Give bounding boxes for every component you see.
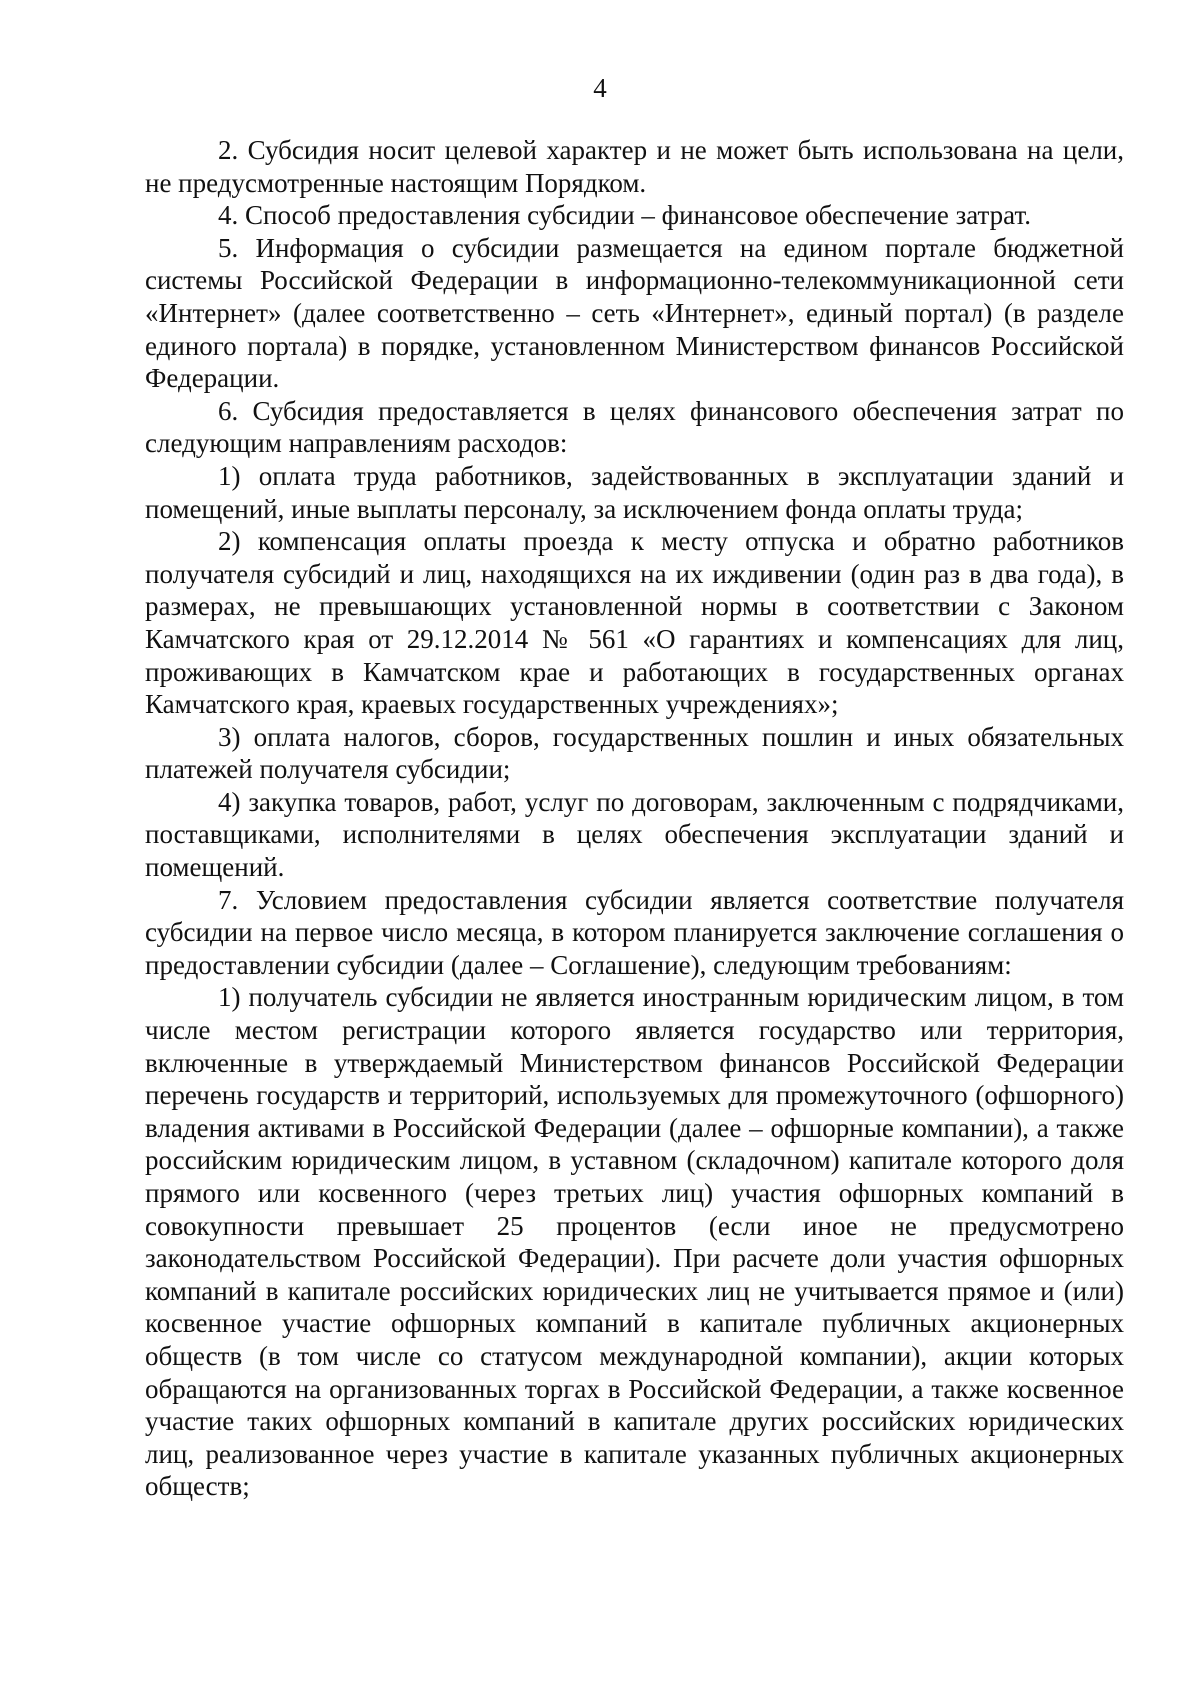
paragraph-item-6: 6. Субсидия предоставляется в целях финансового обеспечения затрат по следующим направлениям расходов: [145, 395, 1124, 459]
paragraph-item-4: 4. Способ предоставления субсидии – финансовое обеспечение затрат. [218, 200, 1031, 231]
paragraph-item-7: 7. Условием предоставления субсидии является соответствие получателя субсидии на первое число месяца, в котором планируется заключение соглашения о предоставлении субсидии (далее – Соглашение), следующим требованиям: [145, 884, 1124, 980]
paragraph-subitem-6-3: 3) оплата налогов, сборов, государственных пошлин и иных обязательных платежей получателя субсидии; [145, 721, 1124, 785]
paragraph-subitem-6-1: 1) оплата труда работников, задействованных в эксплуатации зданий и помещений, иные выплаты персоналу, за исключением фонда оплаты труда; [145, 460, 1124, 524]
paragraph-subitem-6-2: 2) компенсация оплаты проезда к месту отпуска и обратно работников получателя субсидий и лиц, находящихся на их иждивении (один раз в два года), в размерах, не превышающих установленной нормы в соответствии с Законом Камчатского края от 29.12.2014 № 561 «О гарантиях и компенсациях для лиц, проживающих в Камчатском крае и работающих в государственных органах Камчатского края, краевых государственных учреждениях»; [145, 526, 1124, 720]
paragraph-subitem-6-4: 4) закупка товаров, работ, услуг по договорам, заключенным с подрядчиками, поставщиками, исполнителями в целях обеспечения эксплуатации зданий и помещений. [145, 786, 1124, 883]
paragraph-item-5: 5. Информация о субсидии размещается на едином портале бюджетной системы Российской Федерации в информационно-телекоммуникационной сети «Интернет» (далее соответственно – сеть «Интернет», единый портал) (в разделе единого портала) в порядке, установленном Министерством финансов Российской Федерации. [145, 232, 1124, 394]
document-body [145, 134, 1124, 1503]
page-number: 4 [593, 73, 607, 103]
paragraph-subitem-7-1: 1) получатель субсидии не является иностранным юридическим лицом, в том числе местом регистрации которого является государство или территория, включенные в утверждаемый Министерством финансов Российской Федерации перечень государств и территорий, используемых для промежуточного (офшорного) владения активами в Российской Федерации (далее – офшорные компании), а также российским юридическим лицом, в уставном (складочном) капитале которого доля прямого или косвенного (через третьих лиц) участия офшорных компаний в совокупности превышает 25 процентов (если иное не предусмотрено законодательством Российской Федерации). При расчете доли участия офшорных компаний в капитале российских юридических лиц не учитывается прямое и (или) косвенное участие офшорных компаний в капитале публичных акционерных обществ (в том числе со статусом международной компании), акции которых обращаются на организованных торгах в Российской Федерации, а также косвенное участие таких офшорных компаний в капитале других российских юридических лиц, реализованное через участие в капитале указанных публичных акционерных обществ; [145, 982, 1124, 1502]
paragraph-item-2: 2. Субсидия носит целевой характер и не может быть использована на цели, не предусмотренные настоящим Порядком. [145, 135, 1124, 198]
